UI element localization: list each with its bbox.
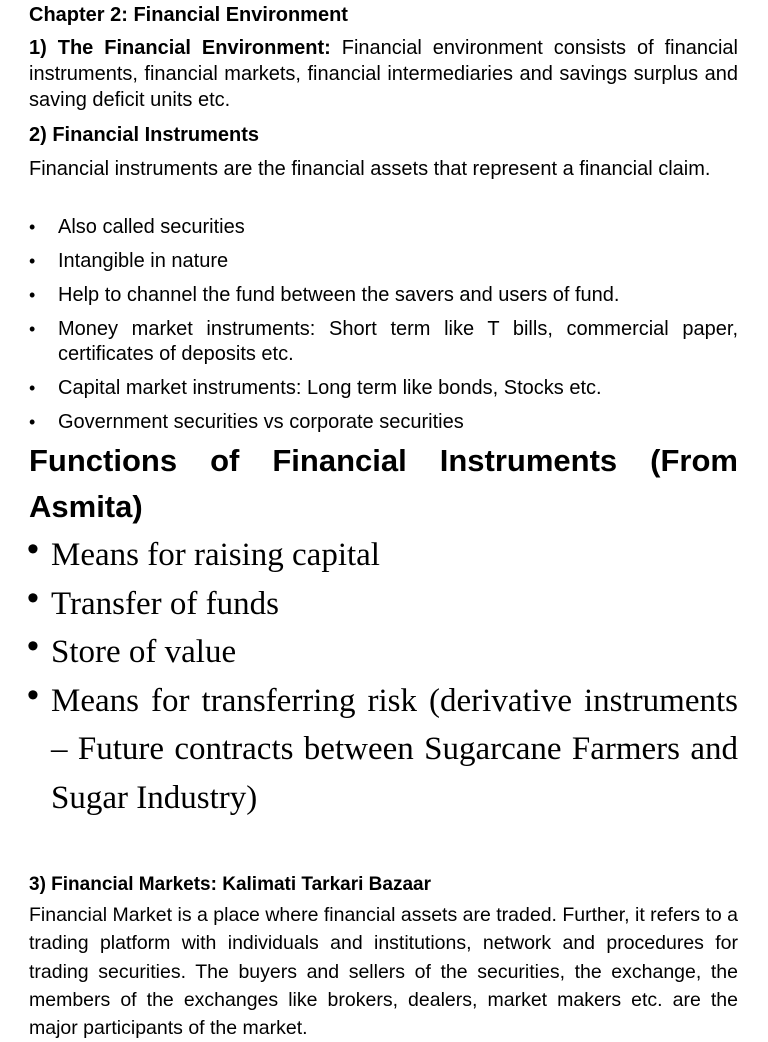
section1-heading: 1) The Financial Environment: — [29, 37, 331, 59]
list-item-text: Capital market instruments: Long term like bonds, Stocks etc. — [58, 377, 602, 399]
bullet-icon: • — [29, 251, 36, 271]
section1-text: Financial environment consists of financial instruments, financial markets, financial intermediaries and savings surplus and saving deficit units etc. — [29, 37, 738, 111]
bullet-icon: • — [29, 412, 36, 432]
functions-bullet-list — [29, 531, 738, 822]
list-item — [29, 531, 738, 580]
list-item-text: Help to channel the fund between the savers and users of fund. — [58, 284, 620, 306]
section2-paragraph: Financial instruments are the financial assets that represent a financial claim. — [29, 158, 711, 180]
list-item-text: Transfer of funds — [51, 585, 279, 622]
list-item — [29, 677, 738, 823]
list-item-text: Government securities vs corporate securities — [58, 411, 464, 433]
bullet-icon: • — [29, 319, 36, 339]
section3-heading: 3) Financial Markets: Kalimati Tarkari Bazaar — [29, 874, 431, 895]
list-item — [29, 249, 738, 274]
bullet-icon: • — [27, 530, 39, 568]
list-item-text: Means for raising capital — [51, 537, 380, 573]
list-item — [29, 283, 738, 308]
list-item — [29, 215, 738, 240]
list-item-text: Money market instruments: Short term like T bills, commercial paper, certificates of deposits etc. — [58, 318, 738, 365]
bullet-icon: • — [29, 378, 36, 398]
list-item-text: Means for transferring risk (derivative instruments – Future contracts between Sugarcane Farmers and Sugar Industry) — [51, 682, 738, 816]
chapter-title: Chapter 2: Financial Environment — [29, 4, 348, 26]
list-item — [29, 580, 738, 629]
list-item — [29, 410, 738, 433]
bullet-icon: • — [27, 627, 39, 665]
list-item-text: Store of value — [51, 634, 237, 670]
document-page — [27, 0, 738, 1040]
section2-heading: 2) Financial Instruments — [29, 124, 260, 146]
section1-paragraph — [29, 35, 738, 113]
list-item-text: Also called securities — [58, 216, 245, 238]
bullet-icon: • — [27, 675, 39, 714]
functions-heading: Functions of Financial Instruments (From Asmita) — [29, 443, 738, 524]
list-item-text: Intangible in nature — [58, 250, 229, 272]
section3-paragraph: Financial Market is a place where financial assets are traded. Further, it refers to a trading platform with individuals and institutions, network and procedures for trading securities. The buyers and sellers of the securities, the exchange, the members of the exchanges like brokers, dealers, market makers etc. are the major participants of the market. — [29, 904, 738, 1040]
list-item — [29, 317, 738, 367]
bullet-icon: • — [27, 578, 39, 617]
list-item — [29, 628, 738, 677]
bullet-icon: • — [29, 217, 36, 237]
bullet-icon: • — [29, 285, 36, 305]
list-item — [29, 376, 738, 401]
instrument-bullet-list — [29, 215, 738, 433]
